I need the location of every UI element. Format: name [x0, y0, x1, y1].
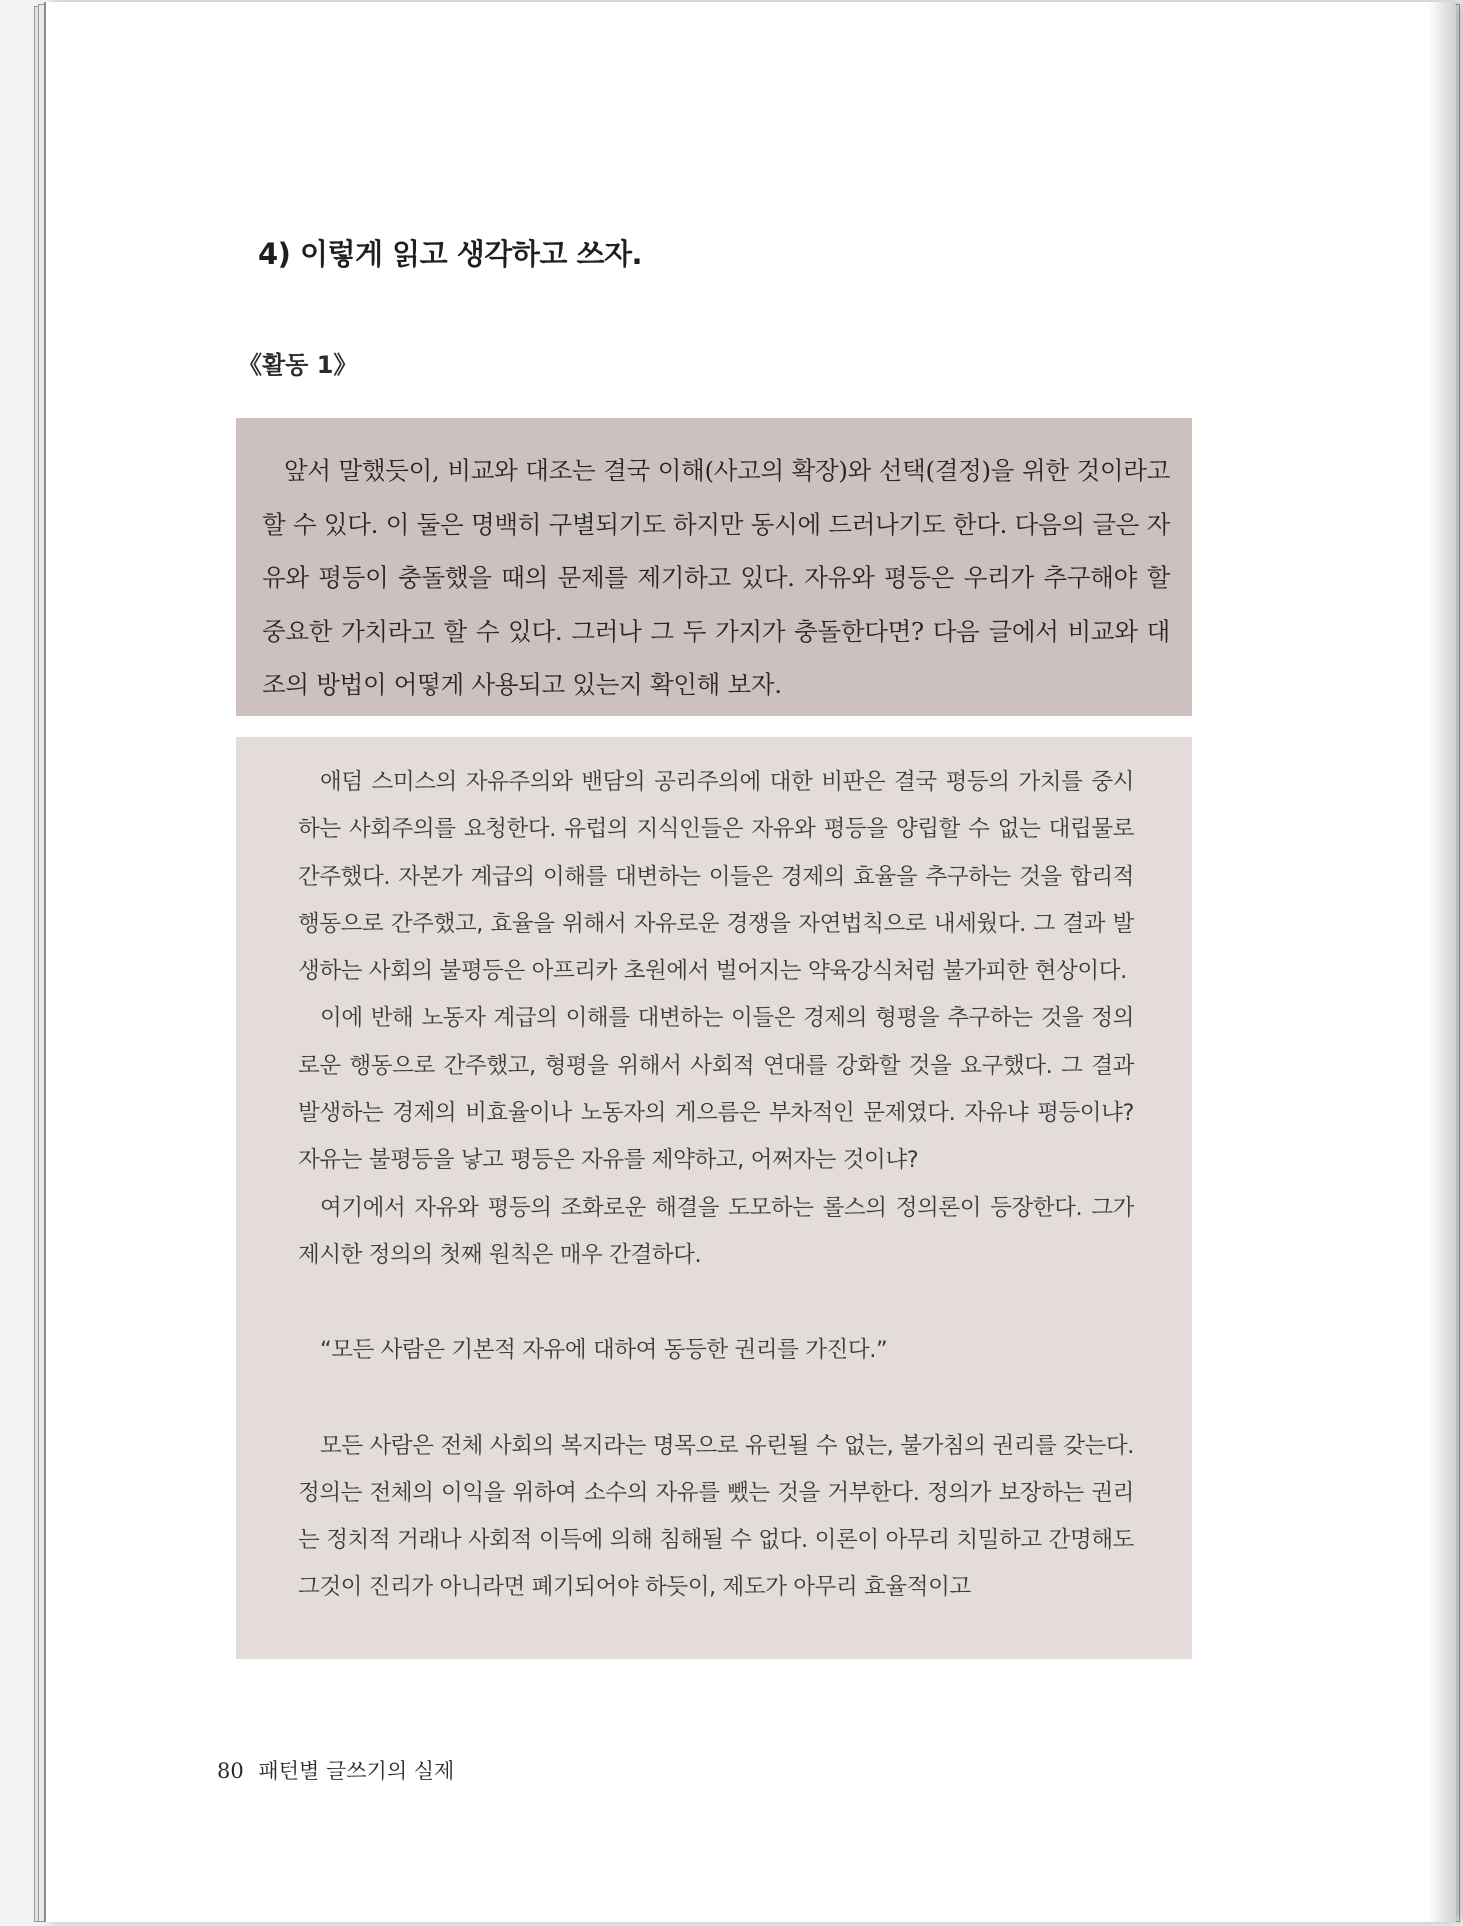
reading-paragraph-1: 애덤 스미스의 자유주의와 밴담의 공리주의에 대한 비판은 결국 평등의 가치를 중시하는 사회주의를 요청한다. 유럽의 지식인들은 자유와 평등을 양립할 수 없는 대립물로 간주했다. 자본가 계급의 이해를 대변하는 이들은 경제의 효율을 추구하는 것을 합리적 행동으로 간주했고, 효율을 위해서 자유로운 경쟁을 자연법칙으로 내세웠다. 그 결과 발생하는 사회의 불평등은 아프리카 초원에서 벌어지는 약육강식처럼 불가피한 현상이다. [298, 769, 1134, 985]
paragraph-gap [298, 1279, 1134, 1327]
page-footer [217, 1755, 454, 1785]
reading-paragraph-3: 여기에서 자유와 평등의 조화로운 해결을 도모하는 롤스의 정의론이 등장한다. 그가 제시한 정의의 첫째 원칙은 매우 간결하다. [298, 1194, 1134, 1268]
section-heading: 4) 이렇게 읽고 생각하고 쓰자. [258, 237, 642, 271]
reading-quote: “모든 사람은 기본적 자유에 대하여 동등한 권리를 가진다.” [320, 1337, 888, 1364]
page-gutter-shadow [1428, 2, 1456, 1922]
reading-paragraph-2: 이에 반해 노동자 계급의 이해를 대변하는 이들은 경제의 형평을 추구하는 것을 정의로운 행동으로 간주했고, 형평을 위해서 사회적 연대를 강화할 것을 요구했다. 그 결과 발생하는 경제의 비효율이나 노동자의 게으름은 부차적인 문제였다. 자유냐 평등이냐? 자유는 불평등을 낳고 평등은 자유를 제약하고, 어쩌자는 것이냐? [298, 1005, 1134, 1174]
paragraph-gap [298, 1375, 1134, 1423]
intro-text: 앞서 말했듯이, 비교와 대조는 결국 이해(사고의 확장)와 선택(결정)을 위한 것이라고 할 수 있다. 이 둘은 명백히 구별되기도 하지만 동시에 드러나기도 한다. 다음의 글은 자유와 평등이 충돌했을 때의 문제를 제기하고 있다. 자유와 평등은 우리가 추구해야 할 중요한 가치라고 할 수 있다. 그러나 그 두 가지가 충돌한다면? 다음 글에서 비교와 대조의 방법이 어떻게 사용되고 있는지 확인해 보자. [262, 456, 1170, 699]
book-title: 패턴별 글쓰기의 실제 [258, 1759, 455, 1783]
activity-label: 《활동 1》 [238, 351, 358, 379]
reading-paragraph-4: 모든 사람은 전체 사회의 복지라는 명목으로 유린될 수 없는, 불가침의 권리를 갖는다. 정의는 전체의 이익을 위하여 소수의 자유를 뺐는 것을 거부한다. 정의가 보장하는 권리는 정치적 거래나 사회적 이득에 의해 침해될 수 없다. 이론이 아무리 치밀하고 간명해도 그것이 진리가 아니라면 폐기되어야 하듯이, 제도가 아무리 효율적이고 [298, 1432, 1134, 1601]
intro-box [236, 418, 1192, 716]
reading-passage [236, 737, 1192, 1659]
page-number: 80 [217, 1759, 244, 1783]
